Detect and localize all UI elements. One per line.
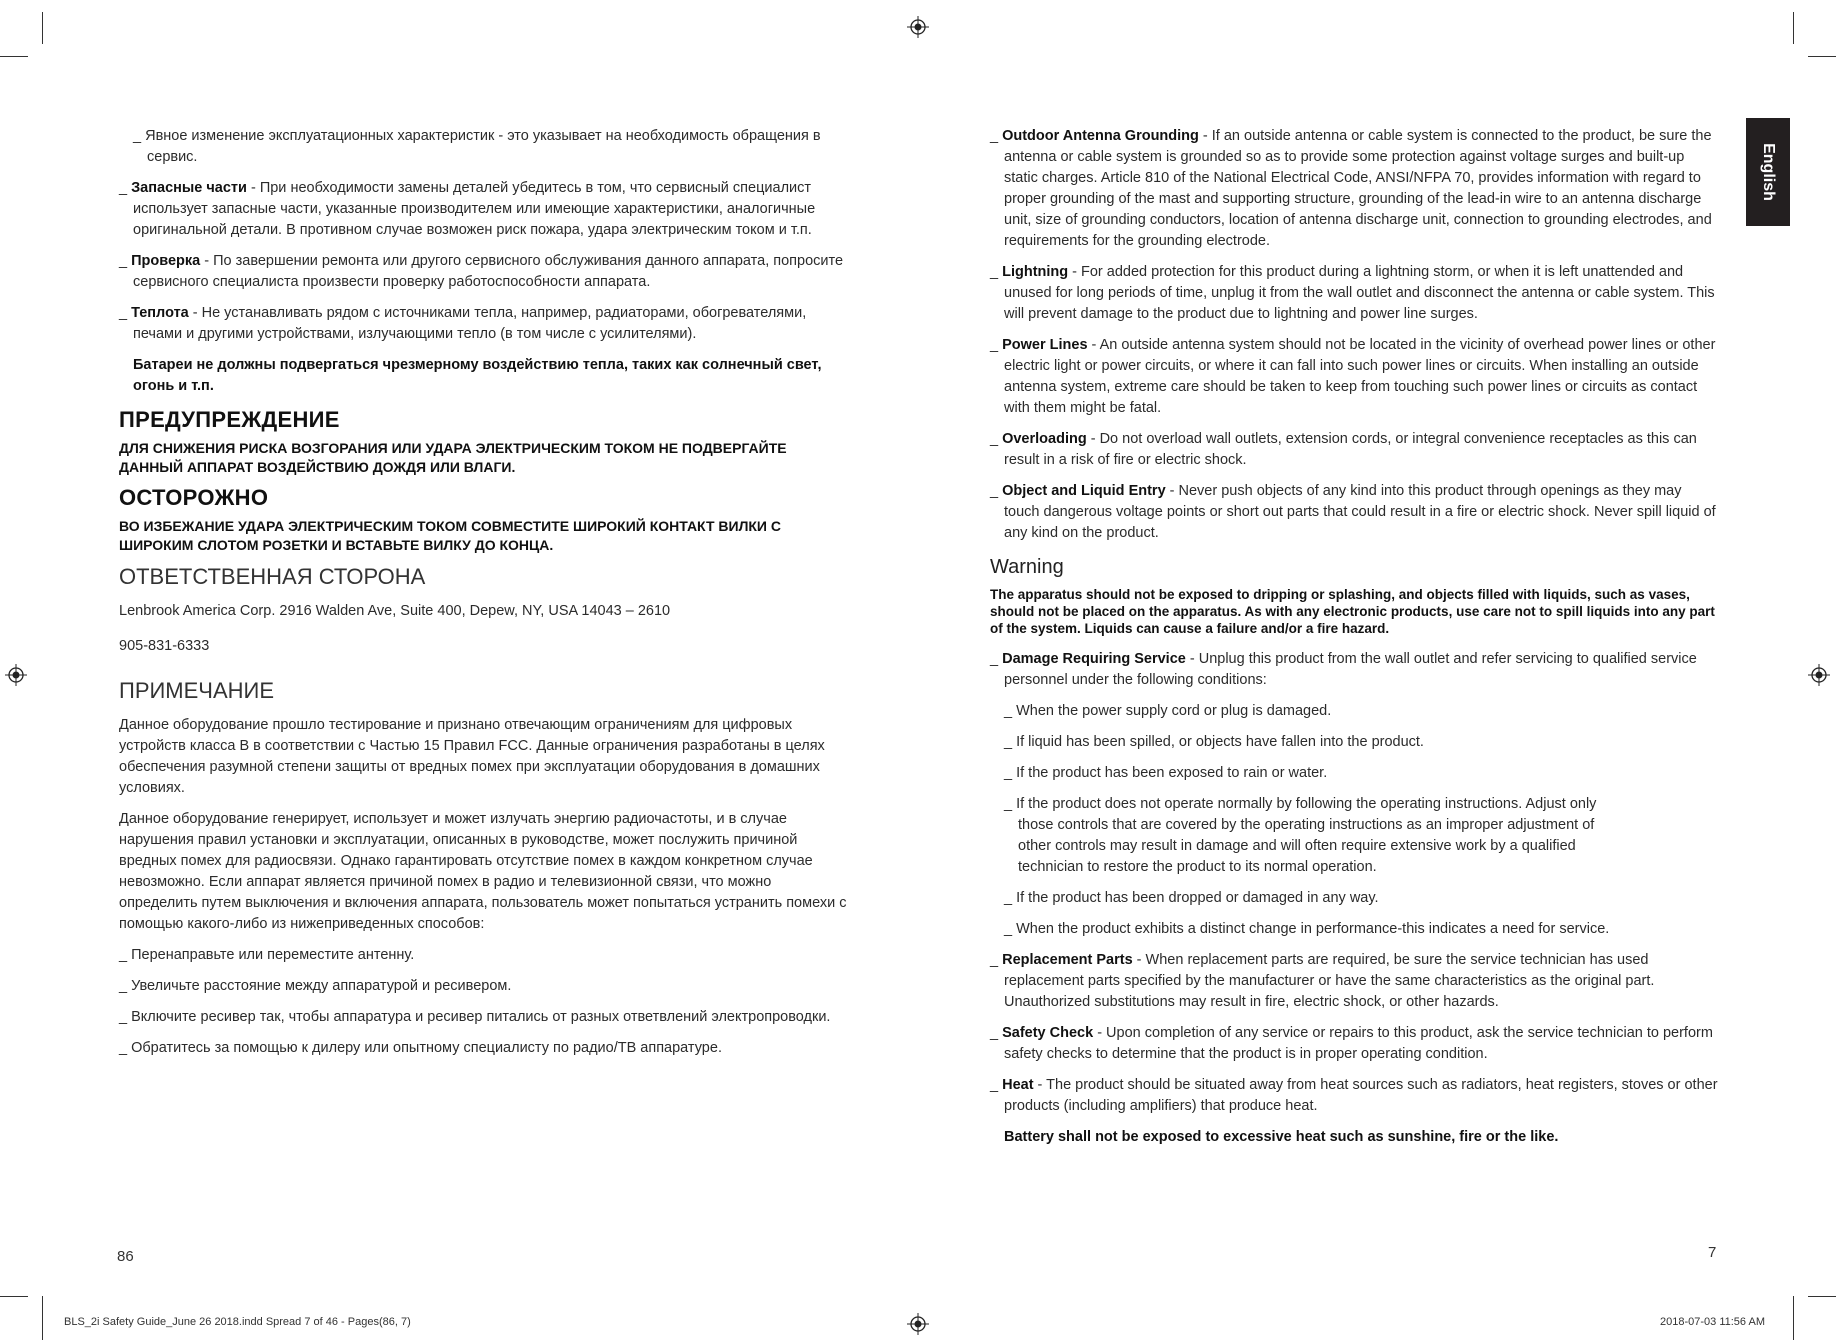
responsible-party-heading: ОТВЕТСТВЕННАЯ СТОРОНА [119,564,426,589]
battery-note: Battery shall not be exposed to excessive heat such as sunshine, fire or the like. [1004,1129,1559,1145]
list-item: _ Object and Liquid Entry - Never push objects of any kind into this product through openings as they may touch dangerous voltage points or short out parts that could result in a fire or electric shock. Never spill liquid of any kind on the product. [990,483,1716,541]
caution-heading: ОСТОРОЖНО [119,485,269,510]
condition-item: _ When the power supply cord or plug is damaged. [1004,703,1332,719]
item-term: Lightning [1002,264,1069,280]
item-term: Outdoor Antenna Grounding [1002,128,1199,144]
list-item: _ Outdoor Antenna Grounding - If an outside antenna or cable system is connected to the product, be sure the antenna or cable system is grounded so as to provide some protection against voltage surges and built-up static charges. Article 810 of the National Electrical Code, ANSI/NFPA 70, provides information with regard to proper grounding of the mast and supporting structure, grounding of the lead-in wire to an antenna discharge unit, size of grounding conductors, location of antenna discharge unit, connection to grounding electrodes, and requirements for the grounding electrode. [990,128,1712,249]
condition-item: _ If liquid has been spilled, or objects have fallen into the product. [1004,734,1424,750]
item-text: - When replacement parts are required, be sure the service technician has used replacement parts specified by the manufacturer or have the same characteristics as the original part. Unauthorized substitutions may result in fire, electric shock, or other hazards. [1004,952,1655,1010]
item-text: - An outside antenna system should not be located in the vicinity of overhead power lines or other electric light or power circuits, or where it can fall into such power lines or circuits. When installing an outside antenna system, extreme care should be taken to keep from touching such power lines or circuits as contact with them might be fatal. [1004,337,1716,416]
item-term: Overloading [1002,431,1087,447]
condition-item: _ If the product has been dropped or damaged in any way. [1004,890,1379,906]
list-item: _ Проверка - По завершении ремонта или другого сервисного обслуживания данного аппарата, попросите сервисного специалиста произвести проверку работоспособности аппарата. [119,253,844,290]
list-item: _ Запасные части - При необходимости замены деталей убедитесь в том, что сервисный специалист использует запасные части, указанные производителем или имеющие характеристики, аналогичные оригинальной детали. В противном случае возможен риск пожара, удара электрическим током и т.п. [119,180,816,238]
note-heading: ПРИМЕЧАНИЕ [119,678,275,703]
item-text: - Do not overload wall outlets, extension cords, or integral convenience receptacles as this can result in a risk of fire or electric shock. [1004,431,1697,468]
warning-text: The apparatus should not be exposed to dripping or splashing, and objects filled with liquids, such as vases, should not be placed on the apparatus. As with any electronic products, use care not to spill liquids into any part of the system. Liquids can cause a failure and/or a fire hazard. [990,587,1715,636]
page-number-right: 7 [1708,1244,1717,1261]
item-term: Проверка [131,253,201,269]
phone-number: 905-831-6333 [119,638,210,654]
note-paragraph: Данное оборудование генерирует, использует и может излучать энергию радиочастоты, и в случае нарушения правил установки и эксплуатации, описанных в руководстве, может послужить причиной вредных помех для радиосвязи. Однако гарантировать отсутствие помех в каждом конкретном случае невозможно. Если аппарат является причиной помех в радио и телевизионной связи, что можно определить путем выключения и включения аппарата, пользователь может попытаться устранить помехи с помощью какого-либо из нижеприведенных способов: [119,811,847,932]
crop-mark [1793,1296,1794,1340]
language-tab [1746,118,1790,226]
list-item: _ Overloading - Do not overload wall outlets, extension cords, or integral convenience receptacles as this can result in a risk of fire or electric shock. [990,431,1697,468]
warning-heading: ПРЕДУПРЕЖДЕНИЕ [119,407,340,432]
warning-heading: Warning [990,556,1064,578]
list-item: _ Перенаправьте или переместите антенну. [119,947,415,963]
registration-mark-icon [907,1313,929,1335]
condition-item: _ If the product has been exposed to rain or water. [1004,765,1328,781]
battery-note: Батареи не должны подвергаться чрезмерному воздействию тепла, таких как солнечный свет, огонь и т.п. [133,357,822,394]
condition-item: _ If the product does not operate normally by following the operating instructions. Adjust only those controls that are covered by the operating instructions as an improper adjustment of other controls may result in damage and will often require extensive work by a qualified technician to restore the product to its normal operation. [1004,796,1597,875]
item-text: - Unplug this product from the wall outlet and refer servicing to qualified service personnel under the following conditions: [1004,651,1697,688]
item-term: Power Lines [1002,337,1088,353]
registration-mark-icon [1808,664,1830,686]
warning-text: ДЛЯ СНИЖЕНИЯ РИСКА ВОЗГОРАНИЯ ИЛИ УДАРА ЭЛЕКТРИЧЕСКИМ ТОКОМ НЕ ПОДВЕРГАЙТЕ ДАННЫЙ АППАРАТ ВОЗДЕЙСТВИЮ ДОЖДЯ ИЛИ ВЛАГИ. [119,440,787,475]
caution-text: ВО ИЗБЕЖАНИЕ УДАРА ЭЛЕКТРИЧЕСКИМ ТОКОМ СОВМЕСТИТЕ ШИРОКИЙ КОНТАКТ ВИЛКИ С ШИРОКИМ СЛОТОМ РОЗЕТКИ И ВСТАВЬТЕ ВИЛКУ ДО КОНЦА. [119,518,781,553]
list-item: _ Heat - The product should be situated away from heat sources such as radiators, heat registers, stoves or other products (including amplifiers) that produce heat. [990,1077,1718,1114]
item-text: - При необходимости замены деталей убедитесь в том, что сервисный специалист использует запасные части, указанные производителем или имеющие характеристики, аналогичные оригинальной детали. В противном случае возможен риск пожара, удара электрическим током и т.п. [133,180,816,238]
language-tab-label: English [1760,143,1777,201]
item-term: Heat [1002,1077,1034,1093]
list-item: _ Увеличьте расстояние между аппаратурой и ресивером. [119,978,512,994]
item-term: Replacement Parts [1002,952,1133,968]
item-text: - If an outside antenna or cable system is connected to the product, be sure the antenna or cable system is grounded so as to provide some protection against voltage surges and built-up static charges. Article 810 of the National Electrical Code, ANSI/NFPA 70, provides information with regard to proper grounding of the mast and supporting structure, grounding of the lead-in wire to an antenna discharge unit, size of grounding conductors, location of antenna discharge unit, connection to grounding electrodes, and requirements for the grounding electrode. [1004,128,1712,249]
item-text: - Upon completion of any service or repairs to this product, ask the service technician to perform safety checks to determine that the product is in proper operating condition. [1004,1025,1713,1062]
right-page-content [990,126,1720,1158]
slug-file-info: BLS_2i Safety Guide_June 26 2018.indd Spread 7 of 46 - Pages(86, 7) [64,1316,411,1328]
list-item: _ Теплота - Не устанавливать рядом с источниками тепла, например, радиаторами, обогревателями, печами и другими устройствами, излучающими тепло (в том числе с усилителями). [119,305,807,342]
item-term: Damage Requiring Service [1002,651,1186,667]
list-item: _ Safety Check - Upon completion of any service or repairs to this product, ask the service technician to perform safety checks to determine that the product is in proper operating condition. [990,1025,1713,1062]
crop-mark [1808,1296,1836,1297]
list-item: _ Power Lines - An outside antenna system should not be located in the vicinity of overhead power lines or other electric light or power circuits, or where it can fall into such power lines or circuits. When installing an outside antenna system, extreme care should be taken to keep from touching such power lines or circuits as contact with them might be fatal. [990,337,1716,416]
item-term: Object and Liquid Entry [1002,483,1166,499]
address: Lenbrook America Corp. 2916 Walden Ave, Suite 400, Depew, NY, USA 14043 – 2610 [119,603,671,619]
condition-item: _ When the product exhibits a distinct change in performance-this indicates a need for service. [1004,921,1610,937]
registration-mark-icon [5,664,27,686]
list-item: _ Replacement Parts - When replacement parts are required, be sure the service technician has used replacement parts specified by the manufacturer or have the same characteristics as the original part. Unauthorized substitutions may result in fire, electric shock, or other hazards. [990,952,1655,1010]
list-item: _ Включите ресивер так, чтобы аппаратура и ресивер питались от разных ответвлений электропроводки. [119,1009,831,1025]
crop-mark [1808,56,1836,57]
list-item [133,126,849,168]
item-text: _ Явное изменение эксплуатационных характеристик - это указывает на необходимость обращения в сервис. [133,128,821,165]
item-text: - For added protection for this product during a lightning storm, or when it is left unattended and unused for long periods of time, unplug it from the wall outlet and disconnect the antenna or cable system. This will prevent damage to the product due to lightning and power line surges. [1004,264,1715,322]
crop-mark [0,56,28,57]
item-term: Запасные части [131,180,247,196]
item-term: Safety Check [1002,1025,1094,1041]
crop-mark [0,1296,28,1297]
left-page-content [119,126,849,1069]
page-number-left: 86 [117,1248,134,1265]
item-text: - Never push objects of any kind into this product through openings as they may touch dangerous voltage points or short out parts that could result in a fire or electric shock. Never spill liquid of any kind on the product. [1004,483,1716,541]
registration-mark-icon [907,16,929,38]
item-text: - The product should be situated away from heat sources such as radiators, heat registers, stoves or other products (including amplifiers) that produce heat. [1004,1077,1718,1114]
list-item: _ Обратитесь за помощью к дилеру или опытному специалисту по радио/ТВ аппаратуре. [119,1040,722,1056]
slug-timestamp: 2018-07-03 11:56 AM [1660,1316,1765,1328]
crop-mark [1793,12,1794,44]
crop-mark [42,1296,43,1340]
list-item: _ Damage Requiring Service - Unplug this product from the wall outlet and refer servicing to qualified service personnel under the following conditions: [990,651,1697,688]
item-term: Теплота [131,305,189,321]
crop-mark [42,12,43,44]
note-paragraph: Данное оборудование прошло тестирование и признано отвечающим ограничениям для цифровых устройств класса B в соответствии с Частью 15 Правил FCC. Данные ограничения разработаны в целях обеспечения разумной степени защиты от вредных помех при эксплуатации оборудования в домашних условиях. [119,717,825,796]
list-item: _ Lightning - For added protection for this product during a lightning storm, or when it is left unattended and unused for long periods of time, unplug it from the wall outlet and disconnect the antenna or cable system. This will prevent damage to the product due to lightning and power line surges. [990,264,1715,322]
item-text: - По завершении ремонта или другого сервисного обслуживания данного аппарата, попросите сервисного специалиста произвести проверку работоспособности аппарата. [133,253,844,290]
item-text: - Не устанавливать рядом с источниками тепла, например, радиаторами, обогревателями, печами и другими устройствами, излучающими тепло (в том числе с усилителями). [133,305,807,342]
